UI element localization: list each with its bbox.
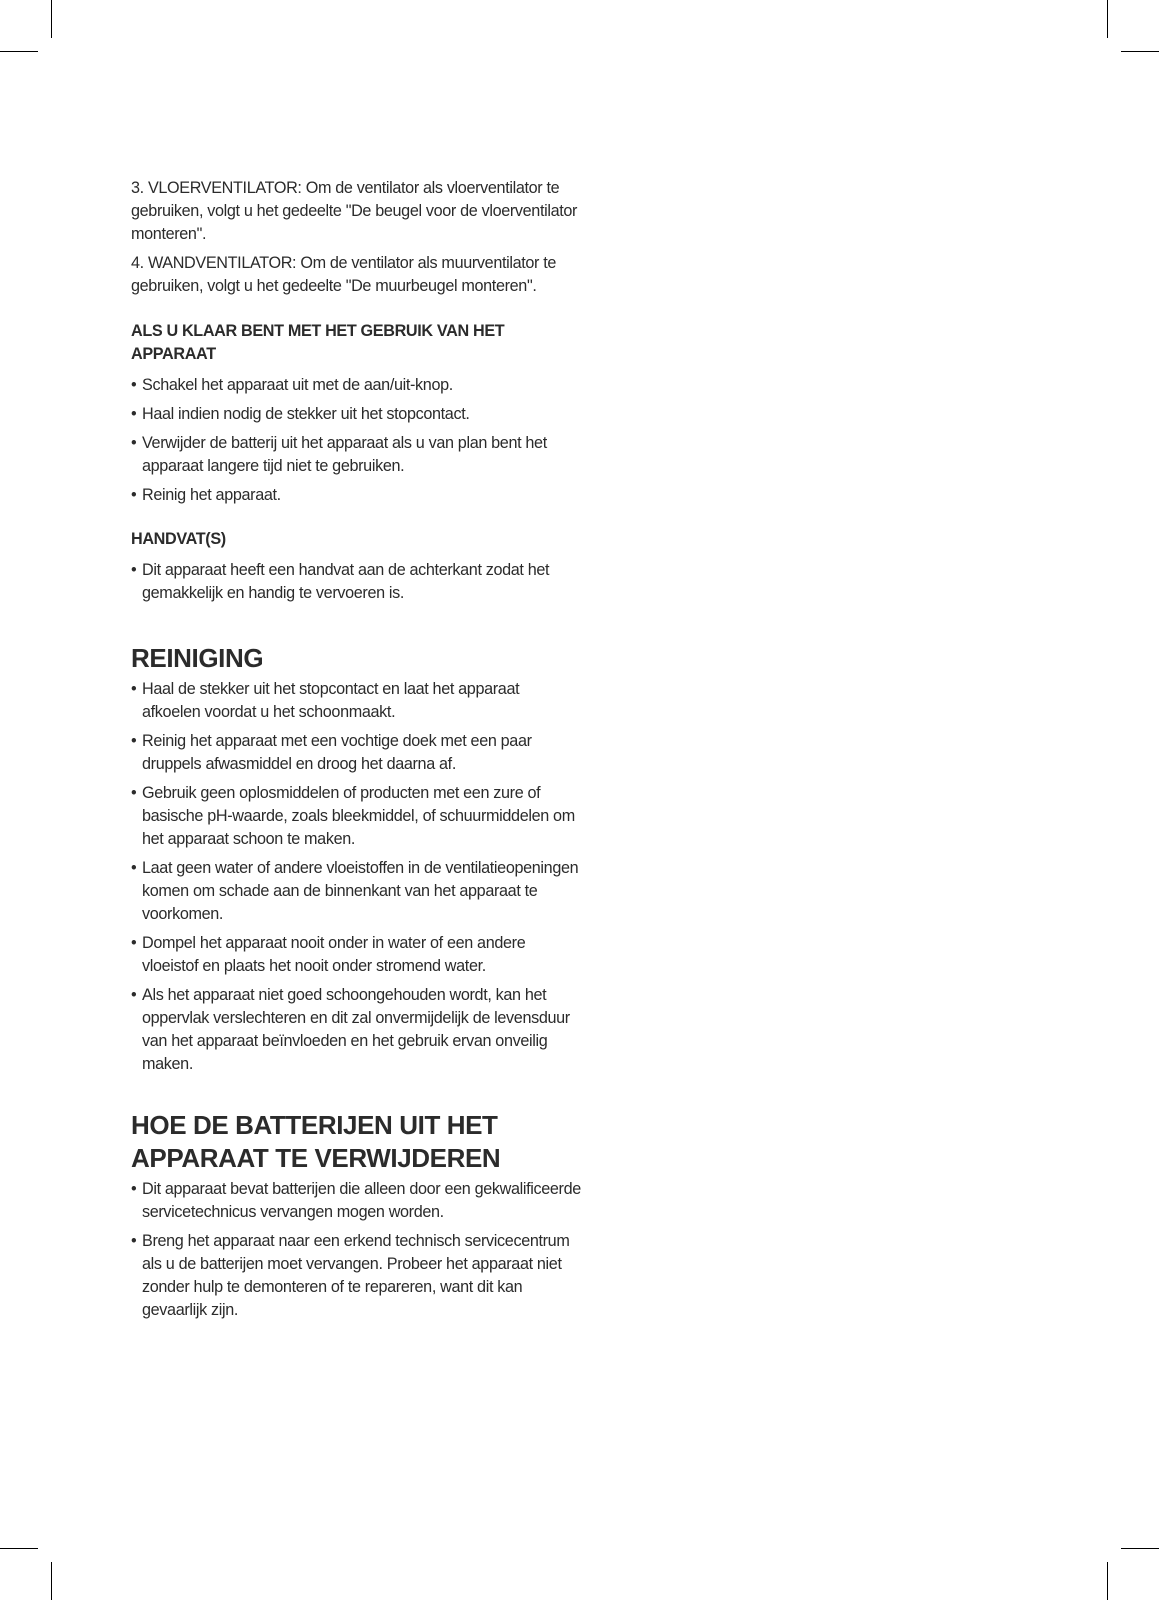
list-item: • Haal indien nodig de stekker uit het stopcontact. — [131, 403, 581, 426]
handles-section-heading: HANDVAT(S) — [131, 530, 226, 548]
list-item: • Dit apparaat heeft een handvat aan de achterkant zodat het gemakkelijk en handig te vervoeren is. — [131, 561, 550, 602]
intro-paragraph-wall-fan: 4. WANDVENTILATOR: Om de ventilator als muurventilator te gebruiken, volgt u het gedeelte "De muurbeugel monteren". — [131, 254, 557, 295]
list-item: • Reinig het apparaat. — [131, 484, 581, 507]
done-section-list — [131, 374, 581, 507]
crop-mark-top-right-vertical — [1107, 0, 1108, 38]
bullet-icon: • — [131, 680, 137, 698]
bullet-icon: • — [131, 1180, 137, 1198]
bullet-icon: • — [131, 561, 137, 579]
crop-mark-top-left-horizontal — [0, 51, 38, 52]
crop-mark-top-left-vertical — [51, 0, 52, 38]
crop-mark-bottom-left-horizontal — [0, 1548, 38, 1549]
handles-section-list — [131, 559, 581, 605]
done-section-heading: ALS U KLAAR BENT MET HET GEBRUIK VAN HET APPARAAT — [131, 322, 505, 363]
intro-paragraph-floor-fan: 3. VLOERVENTILATOR: Om de ventilator als vloerventilator te gebruiken, volgt u het gedeelte "De beugel voor de vloerventilator monteren". — [131, 179, 578, 243]
list-item: • Dit apparaat bevat batterijen die alleen door een gekwalificeerde servicetechnicus vervangen mogen worden. — [131, 1180, 581, 1221]
bullet-icon: • — [131, 986, 137, 1004]
battery-section-list — [131, 1178, 581, 1322]
bullet-icon: • — [131, 486, 137, 504]
list-item: • Breng het apparaat naar een erkend technisch servicecentrum als u de batterijen moet vervangen. Probeer het apparaat niet zonder hulp te demonteren of te repareren, want dit kan gevaarlijk zijn. — [131, 1232, 570, 1319]
bullet-icon: • — [131, 732, 137, 750]
list-item: • Laat geen water of andere vloeistoffen in de ventilatieopeningen komen om schade aan de binnenkant van het apparaat te voorkomen. — [131, 859, 579, 923]
list-item: • Schakel het apparaat uit met de aan/uit-knop. — [131, 374, 581, 397]
battery-section-title-line-2: APPARAAT TE VERWIJDEREN — [131, 1143, 501, 1173]
bullet-icon: • — [131, 376, 137, 394]
crop-mark-top-right-horizontal — [1121, 51, 1159, 52]
cleaning-section — [131, 642, 581, 1076]
list-item: • Verwijder de batterij uit het apparaat als u van plan bent het apparaat langere tijd niet te gebruiken. — [131, 434, 547, 475]
done-section — [131, 320, 581, 507]
bullet-icon: • — [131, 1232, 137, 1250]
crop-mark-bottom-right-vertical — [1107, 1562, 1108, 1600]
battery-section — [131, 1109, 581, 1322]
list-item: • Als het apparaat niet goed schoongehouden wordt, kan het oppervlak verslechteren en dit zal onvermijdelijk de levensduur van het apparaat beïnvloeden en het gebruik ervan onveilig maken. — [131, 986, 570, 1073]
list-item: • Gebruik geen oplosmiddelen of producten met een zure of basische pH-waarde, zoals bleekmiddel, of schuurmiddelen om het apparaat schoon te maken. — [131, 784, 575, 848]
list-item: • Haal de stekker uit het stopcontact en laat het apparaat afkoelen voordat u het schoonmaakt. — [131, 680, 520, 721]
crop-mark-bottom-left-vertical — [51, 1562, 52, 1600]
bullet-icon: • — [131, 784, 137, 802]
intro-block — [131, 177, 581, 298]
list-item: • Reinig het apparaat met een vochtige doek met een paar druppels afwasmiddel en droog het daarna af. — [131, 732, 532, 773]
bullet-icon: • — [131, 934, 137, 952]
cleaning-section-list — [131, 678, 581, 1076]
battery-section-title — [131, 1109, 581, 1175]
handles-section — [131, 528, 581, 605]
crop-mark-bottom-right-horizontal — [1121, 1548, 1159, 1549]
list-item: • Dompel het apparaat nooit onder in water of een andere vloeistof en plaats het nooit onder stromend water. — [131, 934, 526, 975]
bullet-icon: • — [131, 434, 137, 452]
cleaning-section-title: REINIGING — [131, 643, 264, 673]
bullet-icon: • — [131, 405, 137, 423]
battery-section-title-line-1: HOE DE BATTERIJEN UIT HET — [131, 1110, 498, 1140]
bullet-icon: • — [131, 859, 137, 877]
manual-page-column — [131, 177, 581, 1322]
